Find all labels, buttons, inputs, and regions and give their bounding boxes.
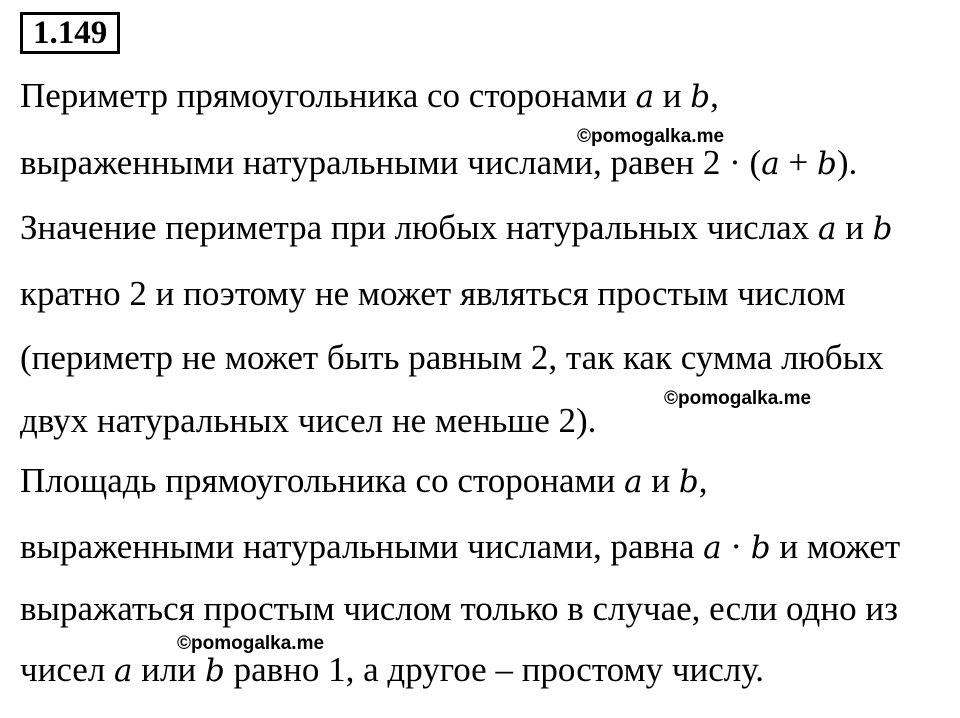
text-span: равно 1, а другое – простому числу. (224, 650, 764, 689)
text-span: Площадь прямоугольника со сторонами (20, 461, 625, 500)
text-span: , (710, 76, 719, 115)
watermark: ©pomogalka.me (577, 126, 725, 147)
text-line (20, 650, 764, 691)
math-variable: a (624, 464, 643, 500)
text-line (20, 527, 900, 568)
text-span: или (132, 650, 205, 689)
text-span: выражаться простым числом только в случае, если одно из (20, 589, 898, 628)
watermark: ©pomogalka.me (177, 633, 325, 654)
math-variable: b (204, 653, 225, 689)
watermark: ©pomogalka.me (664, 388, 812, 409)
math-variable: b (872, 211, 893, 247)
text-line (20, 274, 846, 314)
text-line (20, 208, 893, 249)
text-span: + (779, 143, 817, 182)
text-line (20, 461, 707, 502)
text-line (20, 589, 898, 629)
text-span: и может (770, 527, 901, 566)
text-span: Значение периметра при любых натуральных числах (20, 208, 818, 247)
math-variable: b (678, 464, 699, 500)
text-span: (периметр не может быть равным 2, так как сумма любых (20, 338, 884, 377)
text-span: и (836, 208, 873, 247)
text-line (20, 76, 719, 117)
math-variable: a (817, 211, 837, 247)
text-span: выраженными натуральными числами, равна (20, 527, 704, 566)
text-span: · (721, 527, 751, 566)
text-line (20, 143, 857, 184)
text-line (20, 401, 596, 441)
math-variable: a (703, 530, 722, 566)
text-span: и (654, 76, 691, 115)
math-variable: b (750, 530, 771, 566)
text-span: выраженными натуральными числами, равен 2 · ( (20, 143, 762, 182)
text-line (20, 338, 884, 378)
text-span: двух натуральных чисел не меньше 2). (20, 401, 597, 440)
text-span: чисел (20, 650, 115, 689)
task-number-badge: 1.149 (20, 12, 120, 54)
text-span: и (642, 461, 679, 500)
math-variable: b (816, 146, 837, 182)
math-variable: a (114, 653, 133, 689)
math-variable: a (761, 146, 780, 182)
text-span: Периметр прямоугольника со сторонами (20, 76, 636, 115)
text-span: кратно 2 и поэтому не может являться простым числом (20, 274, 846, 313)
math-variable: b (690, 79, 711, 115)
math-variable: a (635, 79, 655, 115)
text-span: , (698, 461, 708, 500)
text-span: ). (836, 143, 858, 182)
